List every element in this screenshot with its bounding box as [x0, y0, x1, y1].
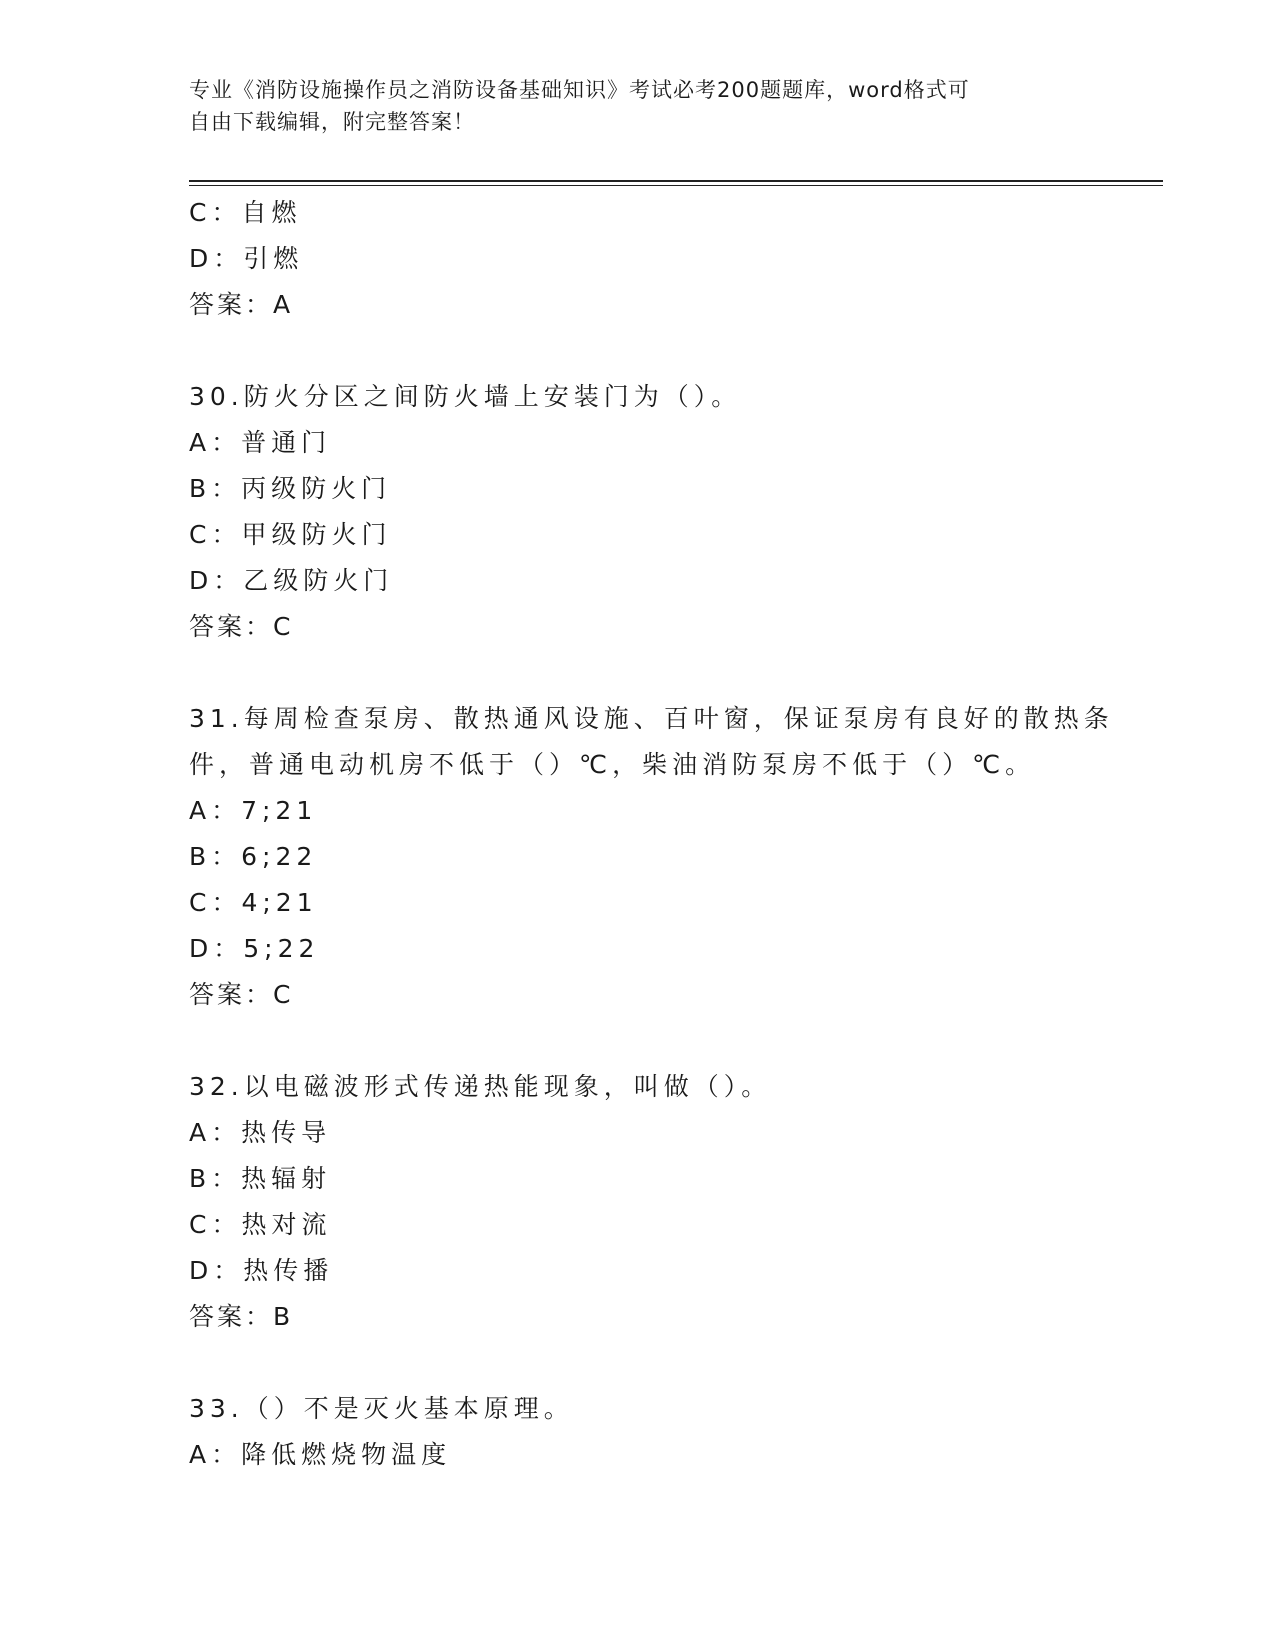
option-c: C：甲级防火门 [189, 520, 392, 549]
option-a: A：7;21 [189, 796, 318, 825]
option-d: D：热传播 [189, 1256, 334, 1285]
option-d: D：乙级防火门 [189, 566, 394, 595]
option-a: A：热传导 [189, 1118, 332, 1147]
option-c: C：4;21 [189, 888, 318, 917]
answer-line: 答案：C [189, 980, 294, 1009]
option-a: A：普通门 [189, 428, 332, 457]
question-29-tail [189, 190, 1089, 328]
question-33 [189, 1386, 1089, 1478]
header-title-line-2: 自由下载编辑，附完整答案！ [189, 110, 475, 134]
spacer [189, 1340, 1089, 1386]
header-divider-thick [189, 180, 1163, 182]
option-a: A：降低燃烧物温度 [189, 1440, 452, 1469]
option-d: D：5;22 [189, 934, 320, 963]
header-title-line-1: 专业《消防设施操作员之消防设备基础知识》考试必考200题题库，word格式可 [189, 78, 970, 102]
option-c: C：热对流 [189, 1210, 332, 1239]
option-b: B：热辐射 [189, 1164, 332, 1193]
answer-line: 答案：B [189, 1302, 294, 1331]
spacer [189, 650, 1089, 696]
question-stem-line-2: 件，普通电动机房不低于（）℃，柴油消防泵房不低于（）℃。 [189, 750, 1036, 779]
option-d: D：引燃 [189, 244, 304, 273]
header-divider-thin [189, 185, 1163, 186]
question-stem: 33.（）不是灭火基本原理。 [189, 1394, 574, 1423]
question-stem: 32.以电磁波形式传递热能现象，叫做（）。 [189, 1072, 772, 1101]
question-stem-line-1: 31.每周检查泵房、散热通风设施、百叶窗，保证泵房有良好的散热条 [189, 704, 1114, 733]
option-c: C：自燃 [189, 198, 302, 227]
question-30 [189, 374, 1089, 650]
answer-line: 答案：A [189, 290, 294, 319]
question-list [189, 190, 1114, 1478]
option-b: B：6;22 [189, 842, 318, 871]
option-b: B：丙级防火门 [189, 474, 392, 503]
document-header [189, 74, 1089, 138]
question-32 [189, 1064, 1089, 1340]
spacer [189, 1018, 1089, 1064]
question-stem: 30.防火分区之间防火墙上安装门为（）。 [189, 382, 742, 411]
spacer [189, 328, 1089, 374]
answer-line: 答案：C [189, 612, 294, 641]
question-31 [189, 696, 1114, 1018]
